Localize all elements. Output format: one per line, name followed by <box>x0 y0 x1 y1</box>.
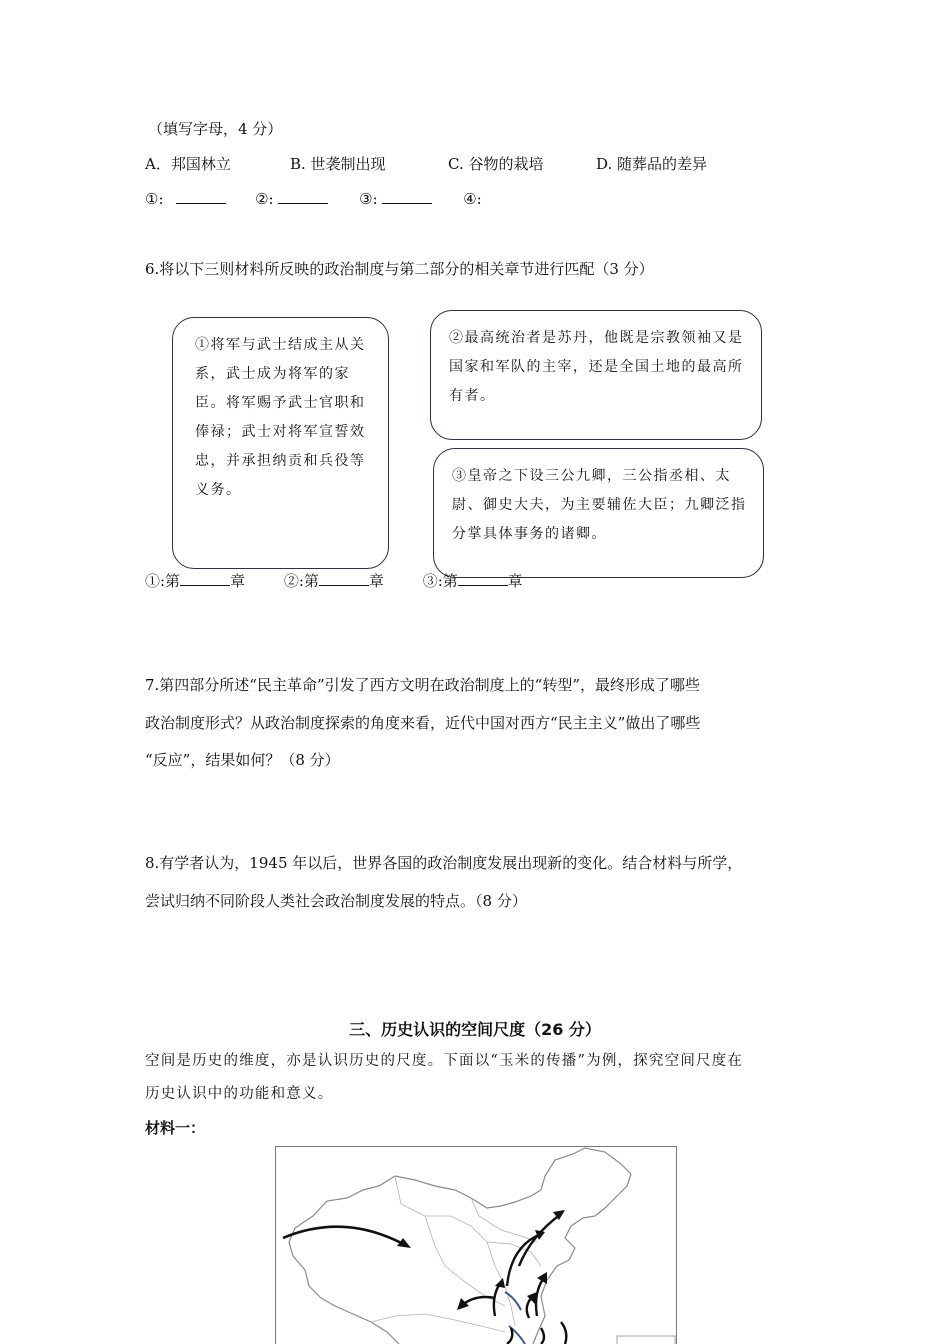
q5-blank-label-2: ②: <box>255 190 274 208</box>
material-label: 材料一： <box>145 1119 206 1137</box>
q5-option-d: D. 随葬品的差异 <box>596 155 708 173</box>
corn-spread-map <box>275 1146 677 1344</box>
q6-material-box-2 <box>430 310 762 440</box>
q5-blank-label-4: ④: <box>463 190 482 208</box>
section-intro-line-1: 空间是历史的维度，亦是认识历史的尺度。下面以“玉米的传播”为例，探究空间尺度在 <box>145 1053 744 1069</box>
q5-option-b: B. 世袭制出现 <box>290 155 386 173</box>
q5-blank-row <box>145 189 482 208</box>
q5-hint: （填写字母，4 分） <box>148 120 283 138</box>
q7-line-2: 政治制度形式？从政治制度探索的角度来看，近代中国对西方“民主主义”做出了哪些 <box>145 714 701 732</box>
q6-answer-suffix-1: 章 <box>230 572 246 590</box>
q5-blank-1[interactable] <box>176 189 226 204</box>
q7-line-3: “反应”，结果如何？（8 分） <box>145 751 340 769</box>
q5-blank-3[interactable] <box>382 189 432 204</box>
q6-material-text-1: ①将军与武士结成主从关系，武士成为将军的家臣。将军赐予武士官职和俸禄；武士对将军宣誓效忠，并承担纳贡和兵役等义务。 <box>195 337 366 498</box>
q6-prompt: 6.将以下三则材料所反映的政治制度与第二部分的相关章节进行匹配（3 分） <box>145 260 654 278</box>
q6-answer-suffix-3: 章 <box>507 572 523 590</box>
q5-option-c: C. 谷物的栽培 <box>448 155 544 173</box>
q6-material-text-3: ③皇帝之下设三公九卿，三公指丞相、太尉、御史大夫，为主要辅佐大臣；九卿泛指分掌具体事务的诸卿。 <box>452 468 747 542</box>
q6-answer-prefix-1: ①:第 <box>145 572 181 590</box>
q6-material-box-1 <box>172 317 389 569</box>
q5-blank-label-1: ①: <box>145 190 164 208</box>
q6-material-text-2: ②最高统治者是苏丹，他既是宗教领袖又是国家和军队的主宰，还是全国土地的最高所有者。 <box>449 330 744 404</box>
q6-answer-blank-1[interactable] <box>180 571 230 586</box>
q6-material-box-3 <box>433 448 764 578</box>
q6-answer-prefix-3: ③:第 <box>422 572 458 590</box>
q6-answer-row <box>145 570 523 591</box>
q8-line-2: 尝试归纳不同阶段人类社会政治制度发展的特点。（8 分） <box>145 892 527 910</box>
q6-answer-blank-3[interactable] <box>458 571 508 586</box>
q7-line-1: 7.第四部分所述“民主革命”引发了西方文明在政治制度上的“转型”，最终形成了哪些 <box>145 676 700 694</box>
section-intro-line-2: 历史认识中的功能和意义。 <box>145 1086 334 1102</box>
q6-answer-blank-2[interactable] <box>319 571 369 586</box>
q5-option-a: A．邦国林立 <box>145 155 231 173</box>
section-title: 三、历史认识的空间尺度（26 分） <box>349 1020 601 1039</box>
map-frame <box>276 1147 677 1344</box>
q6-answer-prefix-2: ②:第 <box>283 572 319 590</box>
q8-line-1: 8.有学者认为，1945 年以后，世界各国的政治制度发展出现新的变化。结合材料与所学， <box>145 854 743 872</box>
q5-blank-2[interactable] <box>278 189 328 204</box>
q5-blank-label-3: ③: <box>359 190 378 208</box>
q6-answer-suffix-2: 章 <box>368 572 384 590</box>
